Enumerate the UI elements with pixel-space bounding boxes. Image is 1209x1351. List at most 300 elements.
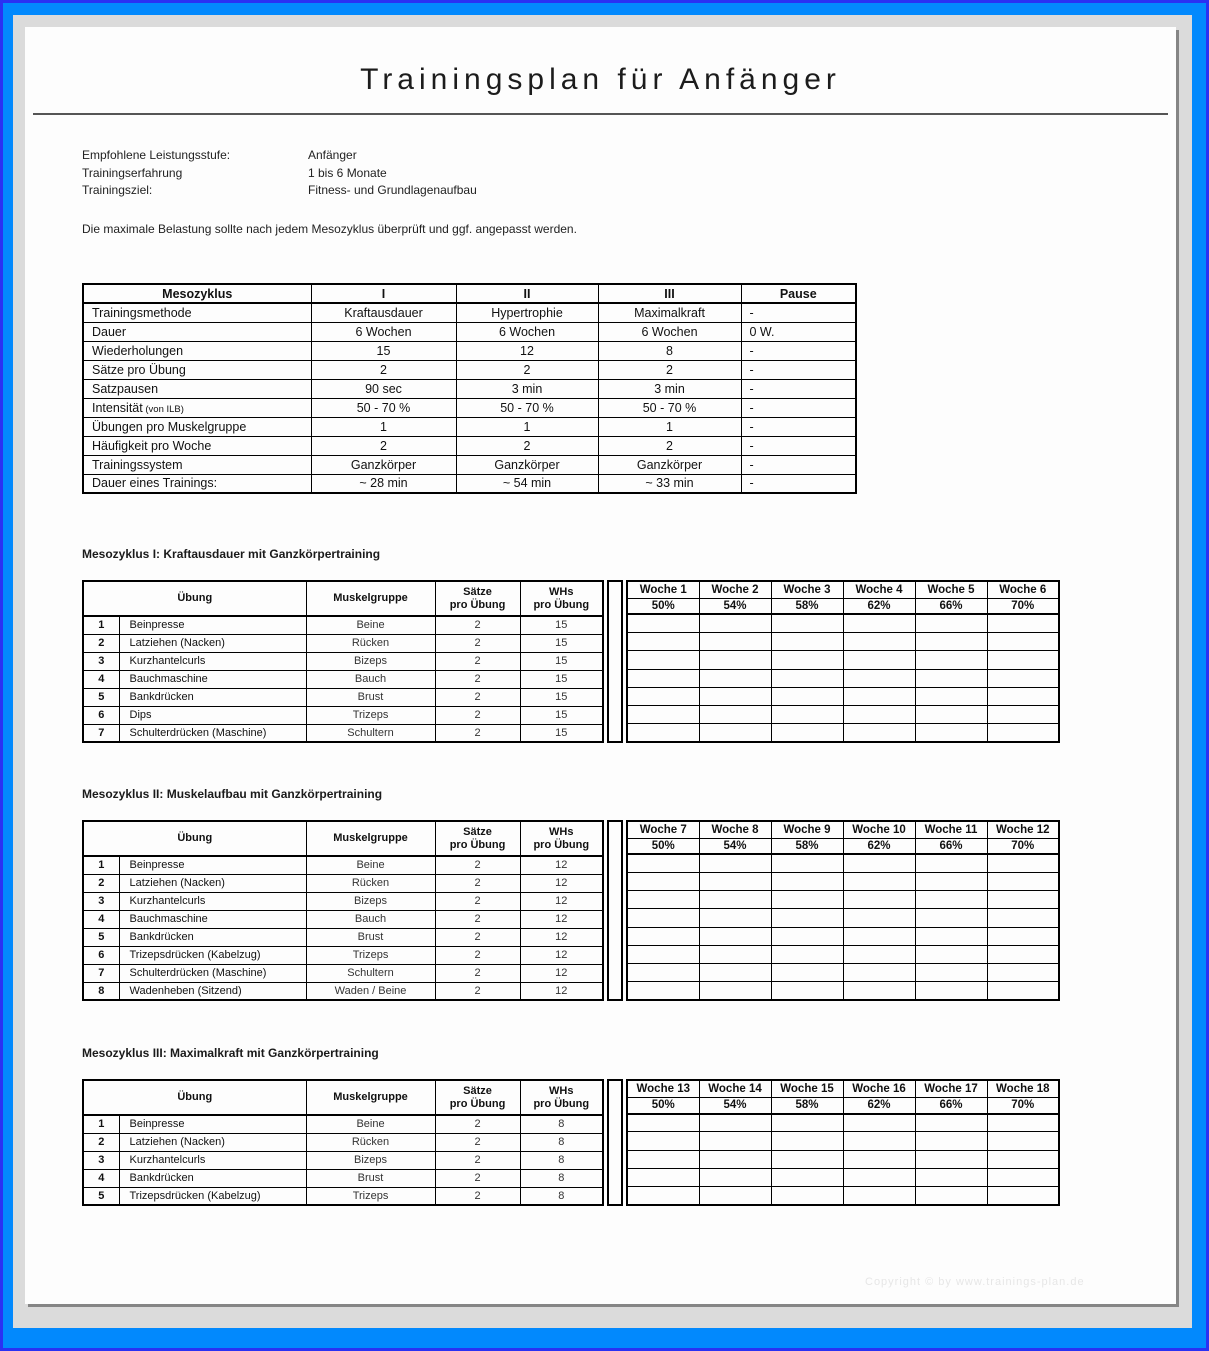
week-entry-cell — [627, 1114, 699, 1132]
week-entry-cell — [915, 891, 987, 909]
week-entry-cell — [915, 687, 987, 705]
weeks-entry-row — [627, 891, 1059, 909]
exercise-number: 1 — [83, 616, 119, 634]
exercise-name: Bauchmaschine — [119, 910, 306, 928]
overview-header-cell: II — [456, 284, 598, 303]
exercise-musclegroup: Beine — [306, 616, 435, 634]
week-entry-cell — [987, 1114, 1059, 1132]
exercise-sets: 2 — [435, 856, 520, 874]
week-entry-cell — [627, 724, 699, 742]
exercise-number: 2 — [83, 1133, 119, 1151]
exercise-table — [82, 820, 604, 1001]
week-entry-cell — [915, 854, 987, 872]
exercise-musclegroup: Schultern — [306, 724, 435, 742]
week-entry-cell — [699, 1114, 771, 1132]
exercise-reps: 8 — [520, 1151, 603, 1169]
title-divider — [33, 113, 1168, 115]
week-header-cell: Woche 1 — [627, 581, 699, 598]
exercise-row — [83, 1169, 603, 1187]
overview-value-cell: ~ 54 min — [456, 474, 598, 493]
exercise-row — [83, 964, 603, 982]
exercise-name: Kurzhantelcurls — [119, 1151, 306, 1169]
exercise-sets: 2 — [435, 982, 520, 1000]
exercise-musclegroup: Waden / Beine — [306, 982, 435, 1000]
week-entry-cell — [843, 724, 915, 742]
overview-row — [83, 474, 856, 493]
saetze-line1: Sätze — [463, 1084, 492, 1097]
week-header-cell: Woche 9 — [771, 821, 843, 838]
week-entry-cell — [627, 687, 699, 705]
week-entry-cell — [771, 651, 843, 669]
whs-line2: pro Übung — [533, 1097, 590, 1110]
section-3-heading: Mesozyklus III: Maximalkraft mit Ganzkörpertraining — [82, 1046, 379, 1060]
week-entry-cell — [627, 705, 699, 723]
exercise-musclegroup: Bizeps — [306, 652, 435, 670]
exercise-header-whs — [520, 821, 603, 856]
weeks-entry-row — [627, 724, 1059, 742]
saetze-line2: pro Übung — [449, 1097, 506, 1110]
exercise-name: Bankdrücken — [119, 928, 306, 946]
exercise-sets: 2 — [435, 874, 520, 892]
week-entry-cell — [987, 854, 1059, 872]
weeks-percent-row — [627, 598, 1059, 614]
week-percent-cell: 70% — [987, 838, 1059, 854]
overview-value-cell: Ganzkörper — [456, 455, 598, 474]
weeks-entry-row — [627, 633, 1059, 651]
week-entry-cell — [987, 945, 1059, 963]
info-label: Empfohlene Leistungsstufe: — [82, 148, 231, 162]
weeks-table-body — [627, 821, 1059, 1000]
exercise-reps: 12 — [520, 964, 603, 982]
section-2-tables — [82, 820, 1060, 1001]
exercise-name: Bauchmaschine — [119, 670, 306, 688]
weeks-entry-row — [627, 614, 1059, 632]
exercise-header-whs — [520, 581, 603, 616]
week-entry-cell — [843, 891, 915, 909]
week-entry-cell — [987, 669, 1059, 687]
week-entry-cell — [771, 705, 843, 723]
week-header-cell: Woche 2 — [699, 581, 771, 598]
exercise-sets: 2 — [435, 634, 520, 652]
week-entry-cell — [627, 669, 699, 687]
note-text: Die maximale Belastung sollte nach jedem Mesozyklus überprüft und ggf. angepasst werden. — [82, 222, 577, 236]
exercise-reps: 15 — [520, 670, 603, 688]
overview-row-label: Häufigkeit pro Woche — [83, 436, 311, 455]
week-entry-cell — [915, 1168, 987, 1186]
exercise-name: Beinpresse — [119, 1115, 306, 1133]
week-entry-cell — [627, 909, 699, 927]
week-percent-cell: 62% — [843, 598, 915, 614]
overview-value-cell: 2 — [598, 436, 741, 455]
week-entry-cell — [843, 1114, 915, 1132]
overview-value-cell: 2 — [456, 436, 598, 455]
overview-header-cell: Mesozyklus — [83, 284, 311, 303]
overview-table-body — [83, 284, 856, 493]
info-row — [82, 166, 477, 184]
exercise-row — [83, 856, 603, 874]
info-value: 1 bis 6 Monate — [308, 165, 387, 180]
spacer-column — [607, 580, 623, 743]
overview-header-cell: III — [598, 284, 741, 303]
exercise-row — [83, 910, 603, 928]
overview-row — [83, 455, 856, 474]
week-entry-cell — [771, 909, 843, 927]
exercise-header-muskelgruppe: Muskelgruppe — [306, 1080, 435, 1115]
exercise-reps: 12 — [520, 928, 603, 946]
spacer-column — [607, 1079, 623, 1206]
exercise-musclegroup: Trizeps — [306, 946, 435, 964]
week-entry-cell — [987, 705, 1059, 723]
weeks-entry-row — [627, 854, 1059, 872]
exercise-row — [83, 1151, 603, 1169]
overview-row-label: Trainingssystem — [83, 455, 311, 474]
weeks-table-body — [627, 1080, 1059, 1205]
exercise-sets: 2 — [435, 706, 520, 724]
whs-line1: WHs — [549, 1084, 574, 1097]
overview-value-cell: - — [741, 398, 856, 417]
week-percent-cell: 54% — [699, 598, 771, 614]
overview-row-label-small: (von ILB) — [142, 403, 184, 415]
exercise-row — [83, 1133, 603, 1151]
overview-value-cell: 6 Wochen — [311, 322, 456, 341]
exercise-name: Bankdrücken — [119, 688, 306, 706]
exercise-number: 1 — [83, 856, 119, 874]
overview-row-label: Dauer — [83, 322, 311, 341]
week-entry-cell — [699, 982, 771, 1000]
week-entry-cell — [627, 945, 699, 963]
exercise-number: 3 — [83, 652, 119, 670]
exercise-name: Bankdrücken — [119, 1169, 306, 1187]
exercise-table — [82, 1079, 604, 1206]
exercise-row — [83, 1187, 603, 1205]
week-entry-cell — [627, 1168, 699, 1186]
week-header-cell: Woche 18 — [987, 1080, 1059, 1097]
week-percent-cell: 58% — [771, 838, 843, 854]
week-header-cell: Woche 16 — [843, 1080, 915, 1097]
exercise-name: Beinpresse — [119, 616, 306, 634]
exercise-header-row — [83, 581, 603, 616]
week-percent-cell: 54% — [699, 1097, 771, 1113]
week-entry-cell — [915, 873, 987, 891]
exercise-row — [83, 1115, 603, 1133]
exercise-table-body — [83, 821, 603, 1000]
exercise-row — [83, 688, 603, 706]
exercise-reps: 15 — [520, 652, 603, 670]
week-entry-cell — [771, 891, 843, 909]
week-entry-cell — [771, 1168, 843, 1186]
week-entry-cell — [843, 669, 915, 687]
overview-table — [82, 283, 857, 494]
week-entry-cell — [627, 633, 699, 651]
week-header-cell: Woche 13 — [627, 1080, 699, 1097]
week-entry-cell — [987, 687, 1059, 705]
week-entry-cell — [699, 909, 771, 927]
overview-row — [83, 436, 856, 455]
exercise-name: Trizepsdrücken (Kabelzug) — [119, 1187, 306, 1205]
week-entry-cell — [771, 982, 843, 1000]
weeks-entry-row — [627, 669, 1059, 687]
overview-row — [83, 341, 856, 360]
overview-row-label: Sätze pro Übung — [83, 360, 311, 379]
week-percent-cell: 66% — [915, 838, 987, 854]
whs-line2: pro Übung — [533, 838, 590, 851]
weeks-entry-row — [627, 873, 1059, 891]
week-entry-cell — [843, 964, 915, 982]
week-entry-cell — [987, 1132, 1059, 1150]
exercise-sets: 2 — [435, 724, 520, 742]
exercise-name: Dips — [119, 706, 306, 724]
overview-value-cell: 6 Wochen — [598, 322, 741, 341]
week-entry-cell — [987, 651, 1059, 669]
week-entry-cell — [987, 633, 1059, 651]
exercise-musclegroup: Bizeps — [306, 1151, 435, 1169]
overview-row — [83, 417, 856, 436]
saetze-line1: Sätze — [463, 825, 492, 838]
week-entry-cell — [843, 651, 915, 669]
exercise-header-muskelgruppe: Muskelgruppe — [306, 581, 435, 616]
exercise-name: Beinpresse — [119, 856, 306, 874]
section-1-tables — [82, 580, 1060, 743]
overview-row-label: Intensität (von ILB) — [83, 398, 311, 417]
exercise-reps: 15 — [520, 688, 603, 706]
exercise-number: 4 — [83, 1169, 119, 1187]
whs-line1: WHs — [549, 825, 574, 838]
weeks-entry-row — [627, 1114, 1059, 1132]
whs-line1: WHs — [549, 585, 574, 598]
exercise-row — [83, 946, 603, 964]
overview-row-label: Dauer eines Trainings: — [83, 474, 311, 493]
info-block — [82, 148, 477, 201]
exercise-reps: 8 — [520, 1133, 603, 1151]
exercise-reps: 8 — [520, 1187, 603, 1205]
weeks-header-row — [627, 821, 1059, 838]
week-entry-cell — [771, 633, 843, 651]
week-entry-cell — [771, 964, 843, 982]
overview-value-cell: Ganzkörper — [311, 455, 456, 474]
week-entry-cell — [987, 614, 1059, 632]
exercise-musclegroup: Bauch — [306, 910, 435, 928]
exercise-sets: 2 — [435, 892, 520, 910]
week-entry-cell — [627, 873, 699, 891]
week-header-cell: Woche 17 — [915, 1080, 987, 1097]
week-entry-cell — [771, 1114, 843, 1132]
exercise-name: Latziehen (Nacken) — [119, 1133, 306, 1151]
exercise-musclegroup: Bauch — [306, 670, 435, 688]
weeks-table — [626, 580, 1060, 743]
exercise-number: 2 — [83, 634, 119, 652]
week-entry-cell — [915, 651, 987, 669]
week-entry-cell — [915, 724, 987, 742]
overview-value-cell: 1 — [311, 417, 456, 436]
week-percent-cell: 66% — [915, 1097, 987, 1113]
week-header-cell: Woche 3 — [771, 581, 843, 598]
overview-value-cell: 50 - 70 % — [311, 398, 456, 417]
exercise-row — [83, 634, 603, 652]
overview-value-cell: 50 - 70 % — [456, 398, 598, 417]
exercise-number: 3 — [83, 1151, 119, 1169]
exercise-row — [83, 724, 603, 742]
exercise-sets: 2 — [435, 688, 520, 706]
week-entry-cell — [699, 614, 771, 632]
overview-row-label: Satzpausen — [83, 379, 311, 398]
overview-value-cell: - — [741, 379, 856, 398]
exercise-name: Schulterdrücken (Maschine) — [119, 964, 306, 982]
week-header-cell: Woche 8 — [699, 821, 771, 838]
weeks-entry-row — [627, 1187, 1059, 1205]
week-entry-cell — [843, 1150, 915, 1168]
week-percent-cell: 58% — [771, 598, 843, 614]
exercise-reps: 15 — [520, 724, 603, 742]
exercise-row — [83, 874, 603, 892]
exercise-table — [82, 580, 604, 743]
exercise-musclegroup: Rücken — [306, 1133, 435, 1151]
week-entry-cell — [699, 1187, 771, 1205]
overview-value-cell: - — [741, 436, 856, 455]
exercise-sets: 2 — [435, 1115, 520, 1133]
week-entry-cell — [699, 927, 771, 945]
week-entry-cell — [987, 964, 1059, 982]
week-entry-cell — [627, 1187, 699, 1205]
exercise-number: 6 — [83, 706, 119, 724]
watermark-text: Copyright © by www.trainings-plan.de — [865, 1276, 1085, 1288]
week-entry-cell — [699, 964, 771, 982]
exercise-reps: 8 — [520, 1115, 603, 1133]
exercise-musclegroup: Schultern — [306, 964, 435, 982]
exercise-sets: 2 — [435, 1151, 520, 1169]
exercise-header-uebung: Übung — [83, 821, 306, 856]
overview-value-cell: 3 min — [456, 379, 598, 398]
week-percent-cell: 50% — [627, 1097, 699, 1113]
exercise-row — [83, 706, 603, 724]
info-row — [82, 148, 477, 166]
exercise-musclegroup: Beine — [306, 1115, 435, 1133]
week-entry-cell — [915, 927, 987, 945]
week-entry-cell — [843, 633, 915, 651]
overview-value-cell: 8 — [598, 341, 741, 360]
info-row — [82, 183, 477, 201]
week-entry-cell — [627, 1132, 699, 1150]
exercise-header-saetze — [435, 581, 520, 616]
week-percent-cell: 70% — [987, 598, 1059, 614]
week-entry-cell — [843, 1168, 915, 1186]
week-header-cell: Woche 4 — [843, 581, 915, 598]
week-entry-cell — [915, 633, 987, 651]
overview-row-label: Wiederholungen — [83, 341, 311, 360]
overview-value-cell: 2 — [311, 436, 456, 455]
exercise-reps: 12 — [520, 946, 603, 964]
saetze-line2: pro Übung — [449, 838, 506, 851]
exercise-sets: 2 — [435, 1187, 520, 1205]
weeks-entry-row — [627, 927, 1059, 945]
overview-value-cell: 6 Wochen — [456, 322, 598, 341]
week-entry-cell — [843, 705, 915, 723]
week-entry-cell — [843, 687, 915, 705]
week-percent-cell: 54% — [699, 838, 771, 854]
exercise-reps: 15 — [520, 706, 603, 724]
overview-row-label: Trainingsmethode — [83, 303, 311, 322]
exercise-number: 4 — [83, 670, 119, 688]
week-entry-cell — [987, 982, 1059, 1000]
weeks-table — [626, 1079, 1060, 1206]
week-percent-cell: 66% — [915, 598, 987, 614]
saetze-line2: pro Übung — [449, 598, 506, 611]
exercise-header-uebung: Übung — [83, 1080, 306, 1115]
week-header-cell: Woche 15 — [771, 1080, 843, 1097]
week-entry-cell — [843, 909, 915, 927]
week-entry-cell — [699, 945, 771, 963]
weeks-entry-row — [627, 1150, 1059, 1168]
exercise-number: 7 — [83, 964, 119, 982]
week-header-cell: Woche 14 — [699, 1080, 771, 1097]
exercise-name: Latziehen (Nacken) — [119, 634, 306, 652]
overview-value-cell: 0 W. — [741, 322, 856, 341]
overview-value-cell: ~ 28 min — [311, 474, 456, 493]
exercise-musclegroup: Trizeps — [306, 1187, 435, 1205]
overview-row — [83, 303, 856, 322]
week-entry-cell — [915, 964, 987, 982]
overview-row-label: Übungen pro Muskelgruppe — [83, 417, 311, 436]
weeks-percent-row — [627, 838, 1059, 854]
week-entry-cell — [915, 1132, 987, 1150]
info-value: Fitness- und Grundlagenaufbau — [308, 183, 477, 197]
exercise-sets: 2 — [435, 1133, 520, 1151]
week-entry-cell — [771, 1150, 843, 1168]
exercise-header-whs — [520, 1080, 603, 1115]
exercise-musclegroup: Brust — [306, 688, 435, 706]
week-entry-cell — [627, 854, 699, 872]
overview-value-cell: 1 — [598, 417, 741, 436]
weeks-entry-row — [627, 1168, 1059, 1186]
week-entry-cell — [699, 651, 771, 669]
exercise-row — [83, 982, 603, 1000]
week-entry-cell — [915, 1114, 987, 1132]
overview-row — [83, 398, 856, 417]
overview-value-cell: 50 - 70 % — [598, 398, 741, 417]
exercise-table-body — [83, 1080, 603, 1205]
weeks-entry-row — [627, 687, 1059, 705]
week-entry-cell — [915, 614, 987, 632]
weeks-entry-row — [627, 705, 1059, 723]
week-entry-cell — [843, 614, 915, 632]
week-entry-cell — [771, 687, 843, 705]
exercise-number: 1 — [83, 1115, 119, 1133]
exercise-musclegroup: Rücken — [306, 874, 435, 892]
week-entry-cell — [699, 1168, 771, 1186]
week-entry-cell — [771, 724, 843, 742]
week-entry-cell — [915, 669, 987, 687]
week-entry-cell — [771, 927, 843, 945]
week-percent-cell: 70% — [987, 1097, 1059, 1113]
overview-value-cell: Kraftausdauer — [311, 303, 456, 322]
overview-value-cell: Hypertrophie — [456, 303, 598, 322]
exercise-header-row — [83, 1080, 603, 1115]
weeks-header-row — [627, 581, 1059, 598]
exercise-header-muskelgruppe: Muskelgruppe — [306, 821, 435, 856]
info-label: Trainingserfahrung — [82, 165, 183, 180]
week-entry-cell — [987, 927, 1059, 945]
saetze-line1: Sätze — [463, 585, 492, 598]
week-entry-cell — [699, 854, 771, 872]
page-title: Trainingsplan für Anfänger — [360, 63, 841, 96]
week-entry-cell — [627, 614, 699, 632]
week-entry-cell — [627, 927, 699, 945]
weeks-entry-row — [627, 982, 1059, 1000]
exercise-header-saetze — [435, 1080, 520, 1115]
week-percent-cell: 50% — [627, 598, 699, 614]
exercise-sets: 2 — [435, 652, 520, 670]
info-label: Trainingsziel: — [82, 183, 153, 197]
overview-value-cell: - — [741, 341, 856, 360]
